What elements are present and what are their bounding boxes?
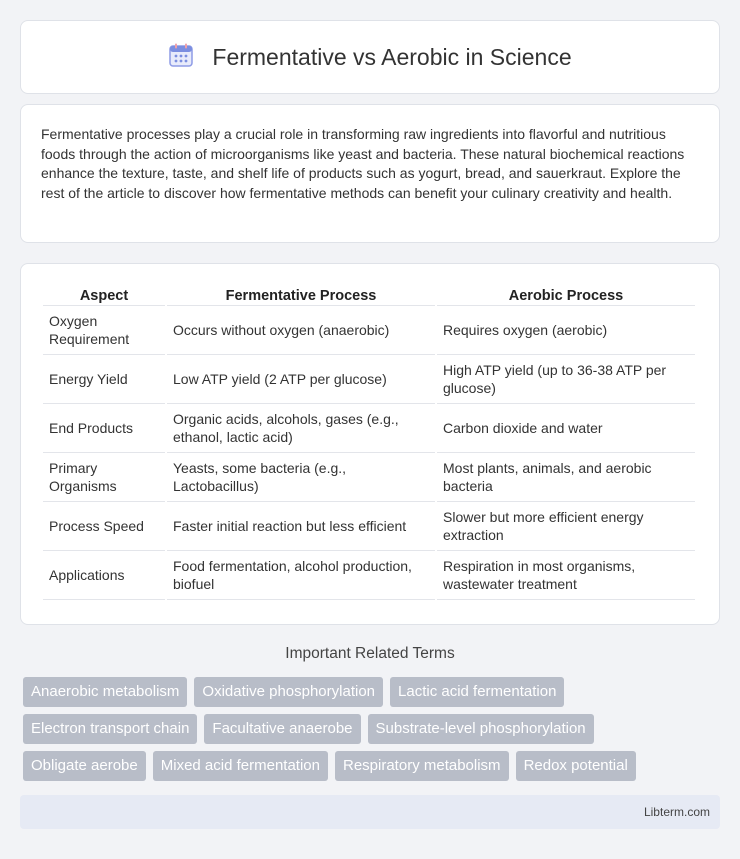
column-header: Aerobic Process — [437, 284, 695, 306]
tag-mixed-acid-fermentation[interactable]: Mixed acid fermentation — [153, 751, 328, 781]
intro-card — [20, 104, 720, 243]
tag-redox-potential[interactable]: Redox potential — [516, 751, 636, 781]
tag-facultative-anaerobe[interactable]: Facultative anaerobe — [204, 714, 360, 744]
table-cell: Most plants, animals, and aerobic bacteria — [437, 453, 695, 502]
table-cell: Applications — [43, 551, 165, 600]
table-cell: Respiration in most organisms, wastewater treatment — [437, 551, 695, 600]
tag-electron-transport-chain[interactable]: Electron transport chain — [23, 714, 197, 744]
tag-row — [23, 677, 723, 707]
table-cell: Yeasts, some bacteria (e.g., Lactobacillus) — [167, 453, 435, 502]
tag-row — [23, 714, 723, 744]
table-row — [43, 355, 695, 404]
table-cell: Process Speed — [43, 502, 165, 551]
title-wrap — [168, 42, 571, 73]
tag-lactic-acid-fermentation[interactable]: Lactic acid fermentation — [390, 677, 564, 707]
table-cell: Food fermentation, alcohol production, biofuel — [167, 551, 435, 600]
related-terms-title: Important Related Terms — [285, 645, 455, 662]
comparison-table — [41, 284, 697, 600]
tag-row — [23, 751, 723, 781]
table-header-row — [43, 284, 695, 306]
table-row — [43, 502, 695, 551]
table-cell: High ATP yield (up to 36-38 ATP per glucose) — [437, 355, 695, 404]
related-terms-list — [23, 677, 723, 788]
tag-substrate-level-phosphorylation[interactable]: Substrate-level phosphorylation — [368, 714, 594, 744]
table-cell: Organic acids, alcohols, gases (e.g., ethanol, lactic acid) — [167, 404, 435, 453]
table-row — [43, 404, 695, 453]
table-cell: Carbon dioxide and water — [437, 404, 695, 453]
table-cell: Requires oxygen (aerobic) — [437, 306, 695, 355]
page-title: Fermentative vs Aerobic in Science — [212, 43, 572, 70]
comparison-card — [20, 263, 720, 625]
column-header: Fermentative Process — [167, 284, 435, 306]
table-cell: Slower but more efficient energy extraction — [437, 502, 695, 551]
column-header: Aspect — [43, 284, 165, 306]
table-cell: Low ATP yield (2 ATP per glucose) — [167, 355, 435, 404]
table-cell: Faster initial reaction but less efficient — [167, 502, 435, 551]
table-cell: Primary Organisms — [43, 453, 165, 502]
table-cell: Energy Yield — [43, 355, 165, 404]
tag-obligate-aerobe[interactable]: Obligate aerobe — [23, 751, 146, 781]
table-row — [43, 306, 695, 355]
tag-oxidative-phosphorylation[interactable]: Oxidative phosphorylation — [194, 677, 383, 707]
table-row — [43, 551, 695, 600]
header-card — [20, 20, 720, 94]
table-cell: End Products — [43, 404, 165, 453]
table-row — [43, 453, 695, 502]
footer-site-link[interactable]: Libterm.com — [643, 805, 710, 819]
table-cell: Occurs without oxygen (anaerobic) — [167, 306, 435, 355]
tag-anaerobic-metabolism[interactable]: Anaerobic metabolism — [23, 677, 187, 707]
footer — [20, 795, 720, 829]
tag-respiratory-metabolism[interactable]: Respiratory metabolism — [335, 751, 509, 781]
table-cell: Oxygen Requirement — [43, 306, 165, 355]
calendar-icon — [168, 42, 194, 73]
intro-text: Fermentative processes play a crucial role in transforming raw ingredients into flavorful and nutritious foods through the action of microorganisms like yeast and bacteria. These natural biochemical reactions enhance the texture, taste, and shelf life of products such as yogurt, bread, and sauerkraut. Explore the rest of the article to discover how fermentative methods can benefit your culinary creativity and health. — [41, 126, 685, 201]
